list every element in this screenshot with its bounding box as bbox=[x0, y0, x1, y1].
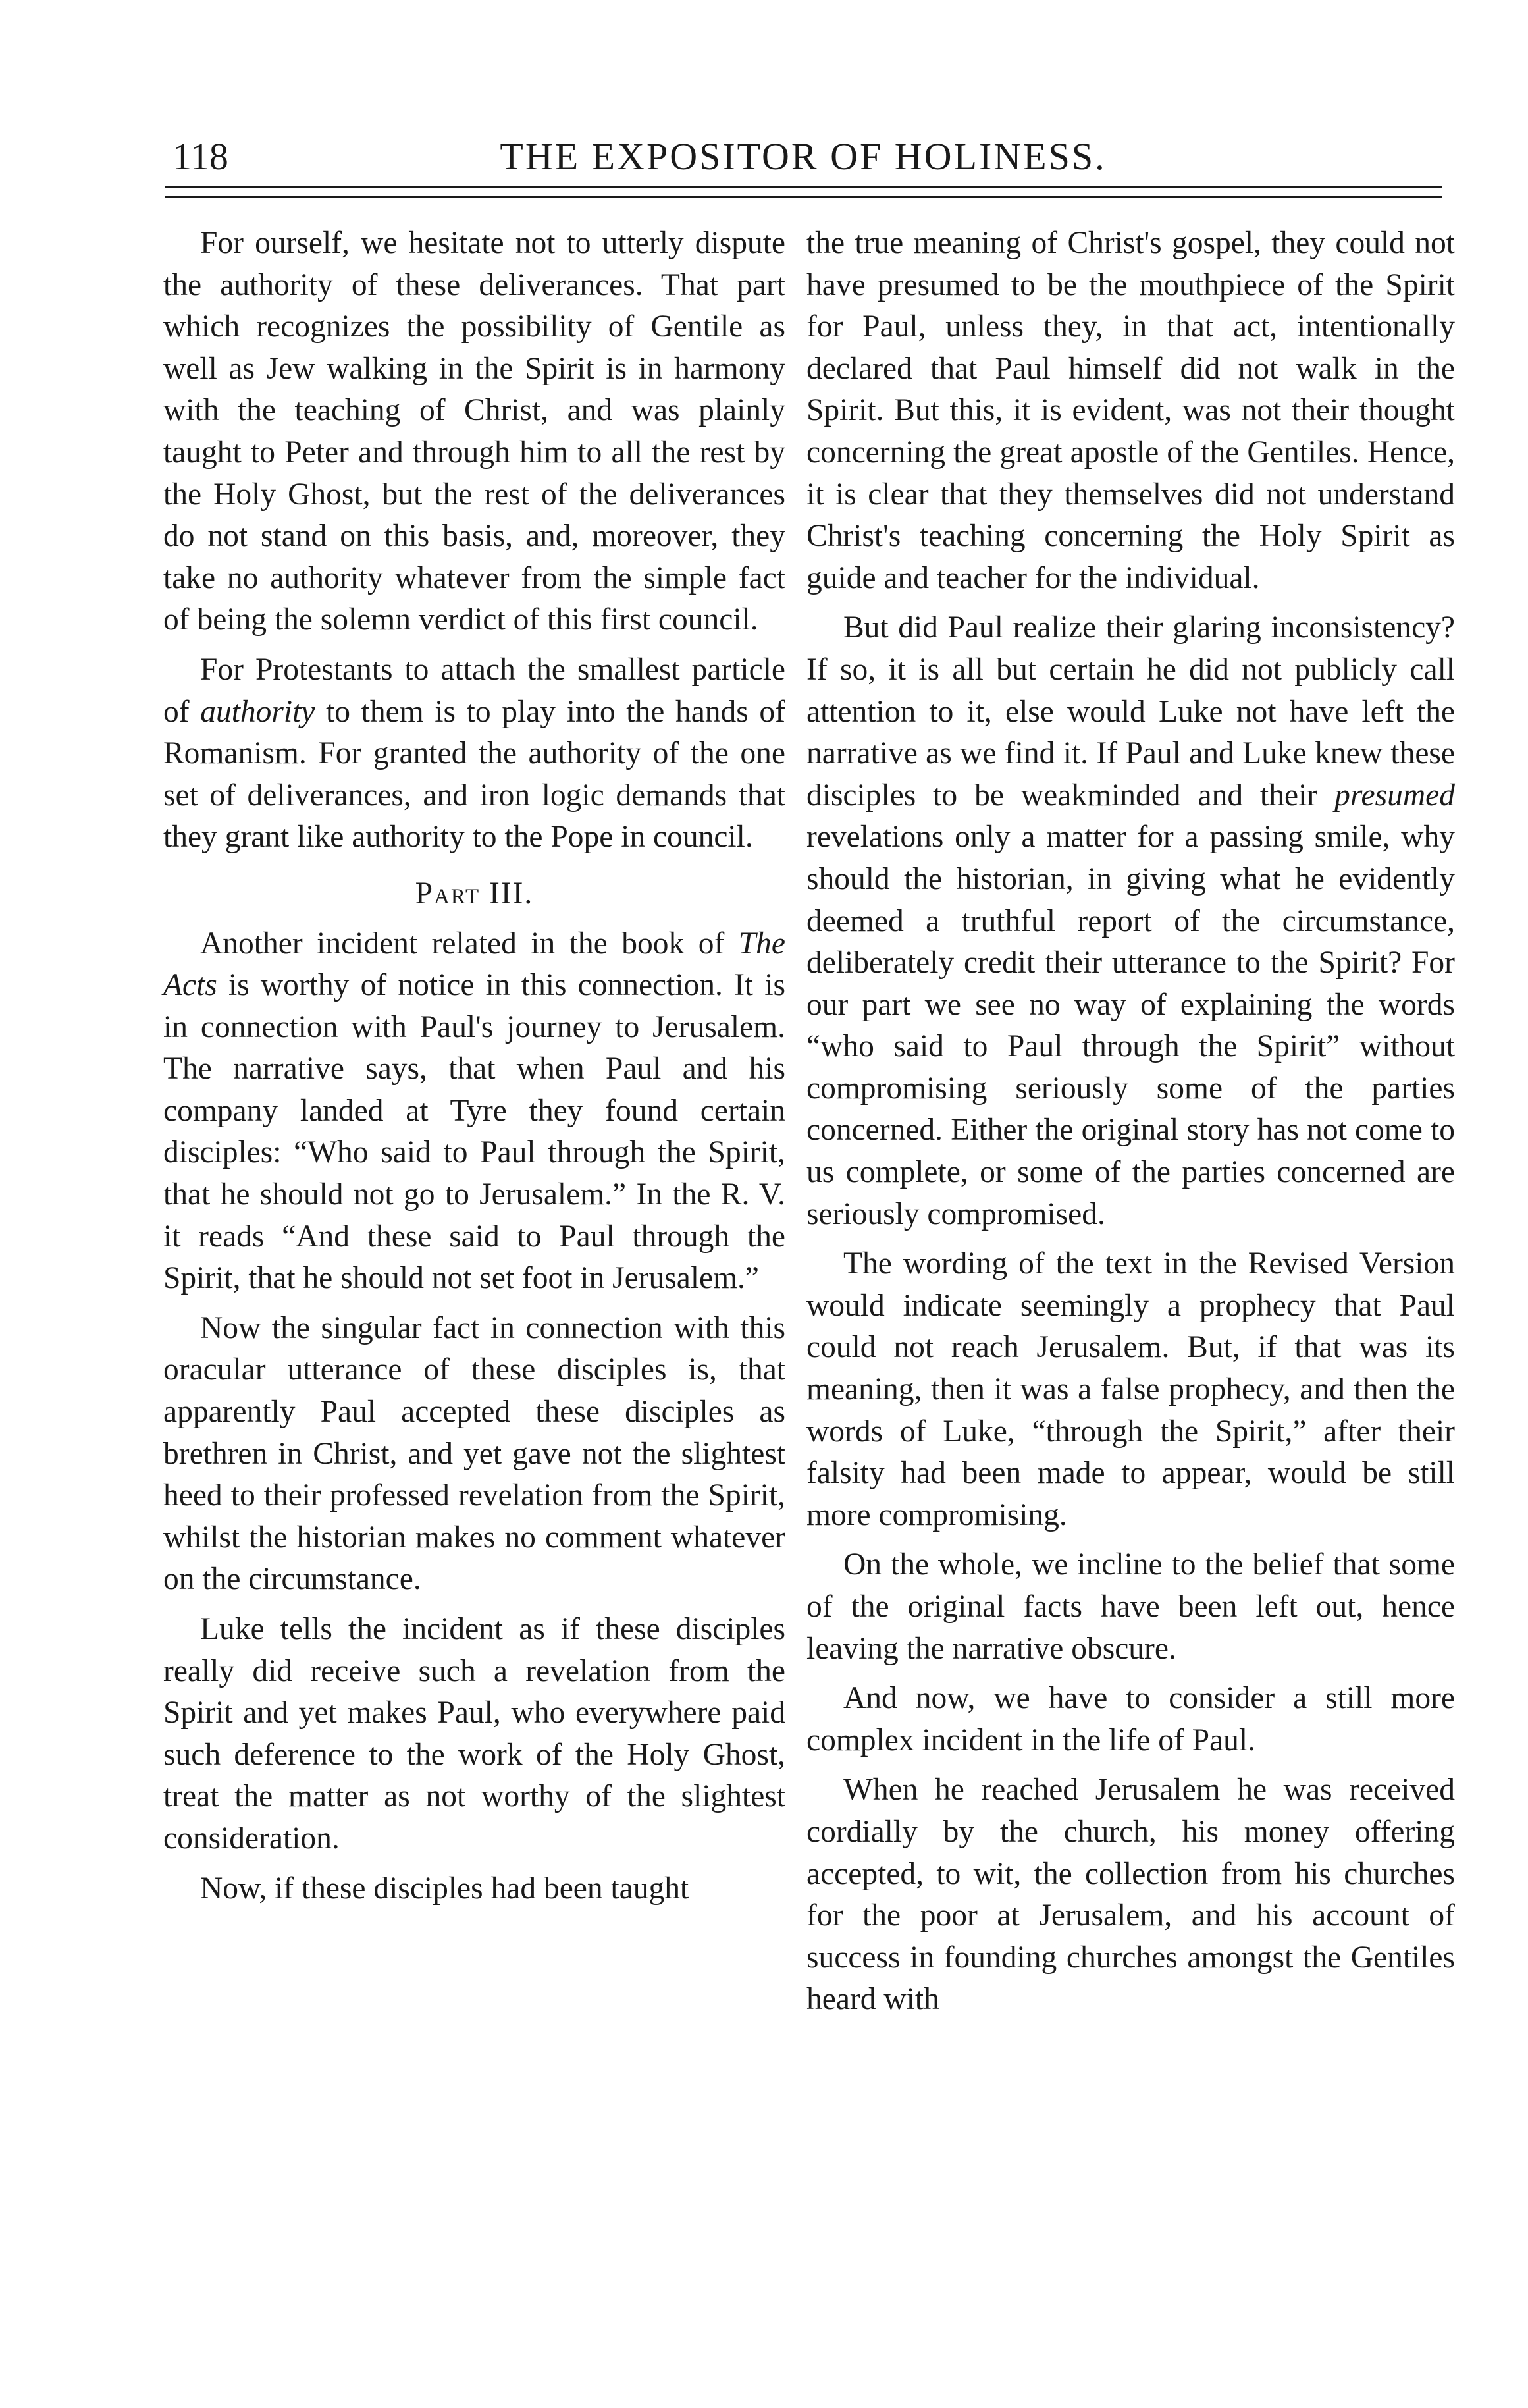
left-column bbox=[163, 223, 785, 1917]
emphasis: authority bbox=[200, 694, 315, 729]
section-heading: Part III. bbox=[415, 876, 534, 911]
paragraph: For ourself, we hesitate not to utterly dispute the authority of these deliverances. That part which recognizes the possibility of Gentile as well as Jew walking in the Spirit is in harmony with the teaching of Christ, and was plainly taught to Peter and through him to all the rest by the Holy Ghost, but the rest of the deliverances do not stand on this basis, and, moreover, they take no authority whatever from the simple fact of being the solemn verdict of this first council. bbox=[163, 226, 785, 637]
emphasis: presumed bbox=[1334, 778, 1455, 813]
header-rule bbox=[165, 186, 1442, 188]
paragraph: On the whole, we incline to the belief that some of the original facts have been left out, hence leaving the narrative obscure. bbox=[806, 1547, 1455, 1666]
paragraph: And now, we have to consider a still more complex incident in the life of Paul. bbox=[806, 1681, 1455, 1757]
paragraph: The wording of the text in the Revised Version would indicate seemingly a prophecy that Paul could not reach Jerusalem. But, if that was its meaning, then it was a false prophecy, and then the words of Luke, “through the Spirit,” after their falsity had been made to appear, would be still more compromising. bbox=[806, 1246, 1455, 1532]
paragraph: Now, if these disciples had been taught bbox=[200, 1871, 689, 1906]
header-rule-thin bbox=[165, 196, 1442, 198]
book-title: The Acts bbox=[163, 926, 785, 1003]
right-column bbox=[806, 223, 1455, 2029]
paragraph: Luke tells the incident as if these disciples really did receive such a revelation from the Spirit and yet makes Paul, who everywhere paid such deference to the work of the Holy Ghost, treat the matter as not worthy of the slightest consideration. bbox=[163, 1612, 785, 1856]
paragraph: the true meaning of Christ's gospel, they could not have presumed to be the mouthpiece of the Spirit for Paul, unless they, in that act, intentionally declared that Paul himself did not walk in the Spirit. But this, it is evident, was not their thought concerning the great apostle of the Gentiles. Hence, it is clear that they themselves did not understand Christ's teaching concerning the Holy Spirit as guide and teacher for the individual. bbox=[806, 226, 1455, 595]
running-title: THE EXPOSITOR OF HOLINESS. bbox=[500, 135, 1107, 178]
paragraph: Another incident related in the book of The Acts is worthy of notice in this connection. It is in connection with Paul's journey to Jerusalem. The narrative says, that when Paul and his company landed at Tyre they found certain disciples: “Who said to Paul through the Spirit, that he should not go to Jerusalem.” In the R. V. it reads “And these said to Paul through the Spirit, that he should not set foot in Jerusalem.” bbox=[163, 926, 785, 1296]
paragraph: Now the singular fact in connection with this oracular utterance of these disciples is, that apparently Paul accepted these disciples as brethren in Christ, and yet gave not the slightest heed to their professed revelation from the Spirit, whilst the historian makes no comment whatever on the circumstance. bbox=[163, 1310, 785, 1597]
paragraph: But did Paul realize their glaring inconsistency? If so, it is all but certain he did not publicly call attention to it, else would Luke not have left the narrative as we find it. If Paul and Luke knew these disciples to be weakminded and their presumed revelations only a matter for a passing smile, why should the historian, in giving what he evidently deemed a truthful report of the circumstance, deliberately credit their utterance to the Spirit? For our part we see no way of explaining the words “who said to Paul through the Spirit” without compromising seriously some of the parties concerned. Either the original story has not come to us complete, or some of the parties concerned are seriously compromised. bbox=[806, 610, 1455, 1231]
paragraph: When he reached Jerusalem he was received cordially by the church, his money offering accepted, to wit, the collection from his churches for the poor at Jerusalem, and his account of success in founding churches amongst the Gentiles heard with bbox=[806, 1773, 1455, 2017]
paragraph: For Protestants to attach the smallest particle of authority to them is to play into the hands of Romanism. For granted the authority of the one set of deliverances, and iron logic demands that they grant like authority to the Pope in council. bbox=[163, 652, 785, 855]
page-header bbox=[165, 130, 1442, 183]
page-number: 118 bbox=[172, 135, 228, 178]
